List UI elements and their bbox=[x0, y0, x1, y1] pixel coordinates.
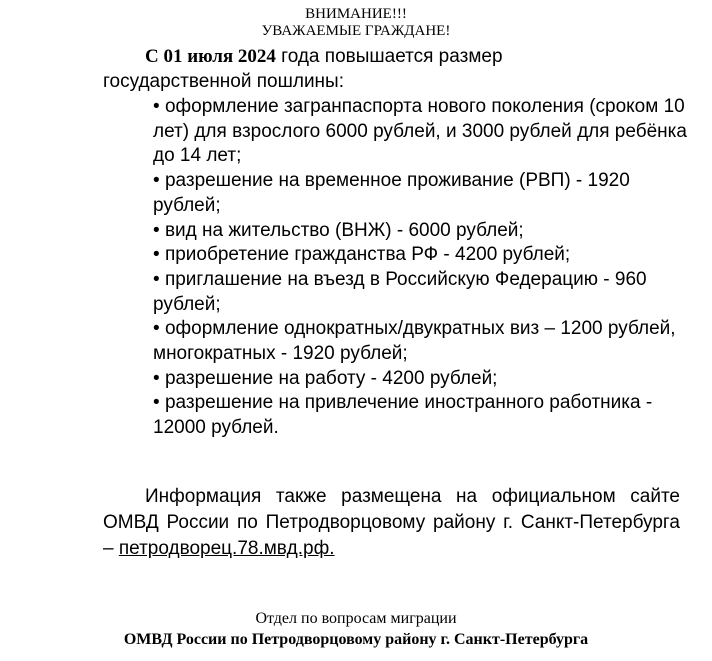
bullet: • bbox=[153, 268, 160, 290]
website-link[interactable]: петродворец.78.мвд.рф. bbox=[118, 538, 335, 559]
fee-item-text: разрешение на работу - 4200 рублей; bbox=[164, 367, 498, 389]
fee-item-text: оформление загранпаспорта нового поколения (сроком 10 лет) для взрослого 6000 рублей, и 3000 рублей для ребёнка до 14 лет; bbox=[153, 96, 687, 167]
fee-item bbox=[153, 367, 687, 392]
fee-item-text: приобретение гражданства РФ - 4200 рублей; bbox=[164, 244, 571, 266]
fee-item-text: вид на жительство (ВНЖ) - 6000 рублей; bbox=[164, 219, 524, 241]
intro-paragraph bbox=[103, 44, 573, 94]
bullet: • bbox=[153, 367, 160, 389]
fee-item bbox=[153, 169, 687, 218]
notice-subheading: УВАЖАЕМЫЕ ГРАЖДАНЕ! bbox=[261, 23, 451, 39]
fee-item-text: разрешение на привлечение иностранного работника - 12000 рублей. bbox=[153, 392, 653, 439]
fee-item bbox=[153, 243, 687, 268]
fee-item-text: приглашение на въезд в Российскую Федерацию - 960 рублей; bbox=[153, 268, 647, 315]
organization-name: ОМВД России по Петродворцовому району г. Санкт-Петербурга bbox=[123, 631, 589, 648]
bullet: • bbox=[153, 96, 160, 117]
fee-item-text: оформление однократных/двукратных виз – 1200 рублей, многократных - 1920 рублей; bbox=[153, 318, 676, 365]
bullet: • bbox=[153, 244, 160, 266]
info-paragraph bbox=[103, 484, 680, 562]
bullet: • bbox=[153, 392, 160, 414]
fee-item bbox=[153, 219, 687, 244]
effective-date: С 01 июля 2024 bbox=[145, 46, 276, 67]
fee-item bbox=[153, 391, 687, 440]
bullet: • bbox=[153, 318, 160, 340]
info-text: Информация также размещена на официальном сайте ОМВД России по Петродворцовому району г. Санкт-Петербурга – bbox=[103, 486, 680, 559]
bullet: • bbox=[153, 219, 160, 241]
bullet: • bbox=[153, 170, 160, 192]
notice-heading: ВНИМАНИЕ!!! bbox=[305, 6, 407, 22]
fee-item bbox=[153, 268, 687, 317]
fee-item bbox=[153, 317, 687, 366]
fee-item-text: разрешение на временное проживание (РВП) - 1920 рублей; bbox=[153, 170, 630, 216]
fee-list bbox=[153, 95, 687, 441]
department-name: Отдел по вопросам миграции bbox=[255, 610, 457, 627]
fee-item bbox=[153, 95, 687, 169]
intro-text: года повышается размер государственной пошлины: bbox=[103, 46, 503, 92]
